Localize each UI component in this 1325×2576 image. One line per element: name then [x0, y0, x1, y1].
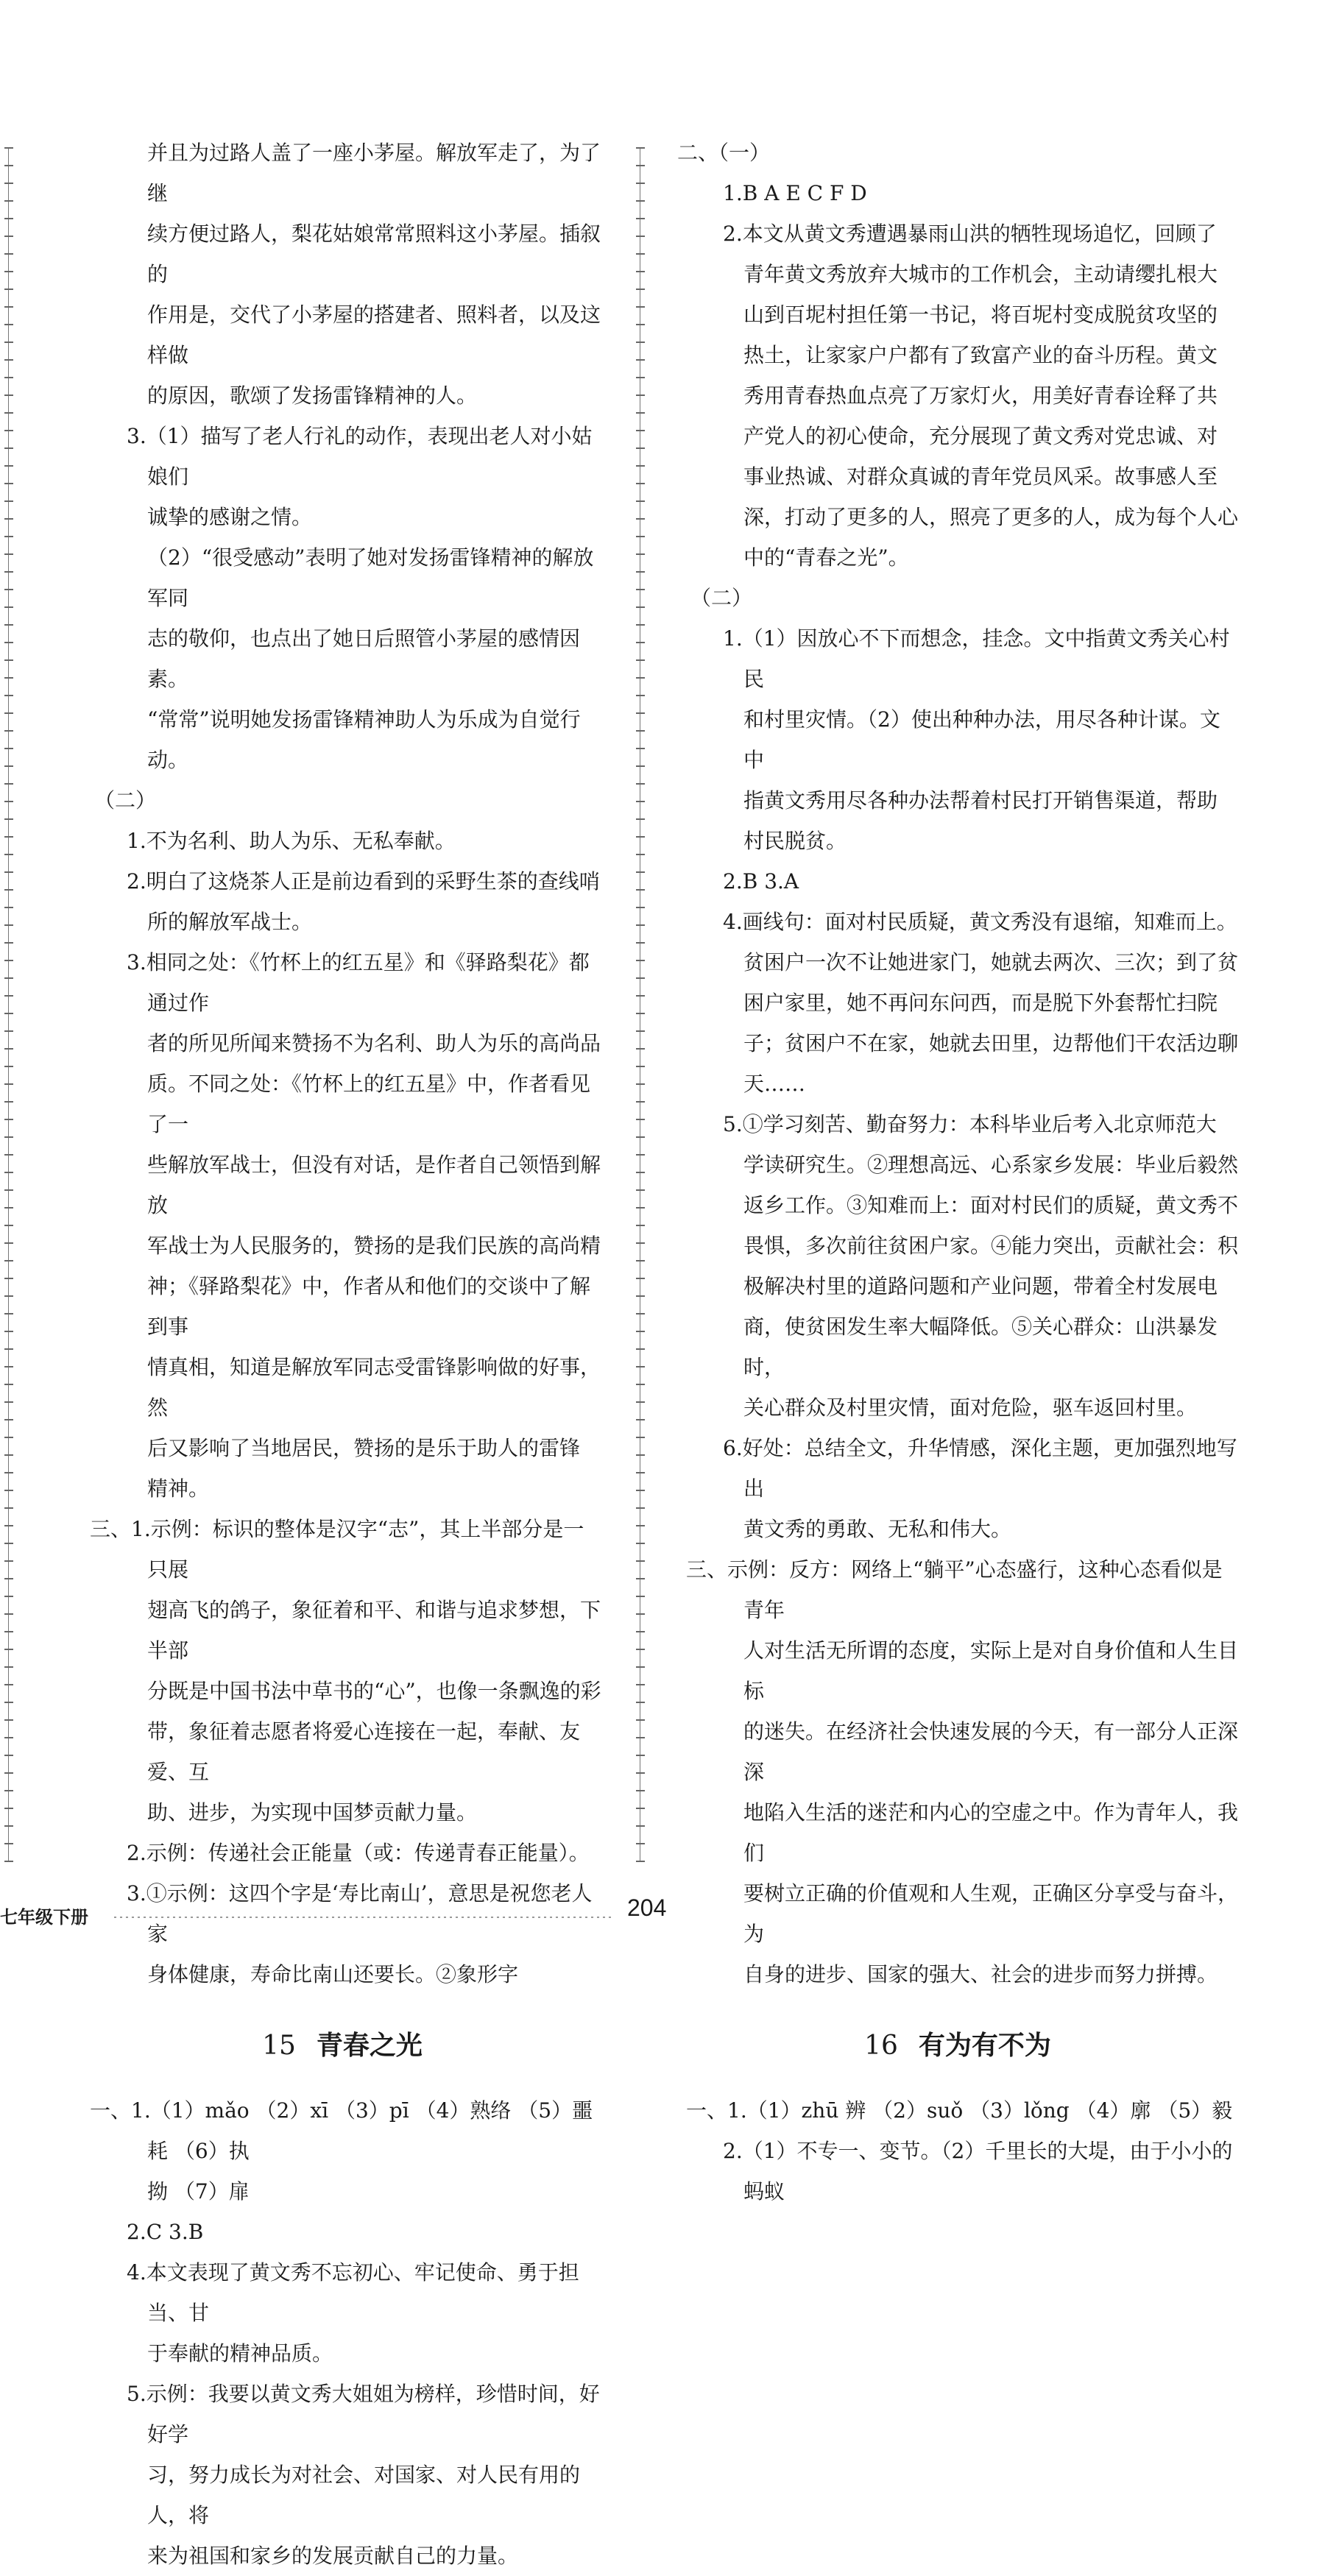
answer-line: 人对生活无所谓的态度，实际上是对自身价值和人生目标: [743, 1638, 1239, 1703]
answer-line: 三、1.示例：标识的整体是汉字“志”，其上半部分是一只展: [90, 1517, 584, 1582]
answer-line: 返乡工作。③知难而上：面对村民们的质疑，黄文秀不: [743, 1193, 1239, 1217]
column-divider-line: [636, 147, 645, 1862]
answer-line: 神；《驿路梨花》中，作者从和他们的交谈中了解到事: [147, 1274, 591, 1339]
answer-line: 2.C 3.B: [127, 2220, 204, 2244]
answer-line: 些解放军战士，但没有对话，是作者自己领悟到解放: [147, 1153, 601, 1217]
answer-line: 拗 （7）扉: [147, 2179, 250, 2204]
answer-line: 分既是中国书法中草书的“心”，也像一条飘逸的彩: [147, 1679, 601, 1703]
answer-line: 并且为过路人盖了一座小茅屋。解放军走了，为了继: [147, 141, 601, 205]
answer-line: “常常”说明她发扬雷锋精神助人为乐成为自觉行动。: [147, 707, 581, 772]
answer-line: 极解决村里的道路问题和产业问题，带着全村发展电: [743, 1274, 1218, 1298]
answer-line: 习，努力成长为对社会、对国家、对人民有用的人，将: [147, 2463, 581, 2527]
answer-line: 黄文秀的勇敢、无私和伟大。: [743, 1517, 1012, 1541]
answer-line: 子；贫困户不在家，她就去田里，边帮他们干农活边聊: [743, 1031, 1239, 1055]
answer-line: 2.本文从黄文秀遭遇暴雨山洪的牺牲现场追忆，回顾了: [723, 222, 1217, 246]
answer-line: 中的“青春之光”。: [743, 545, 909, 570]
answer-line: 4.本文表现了黄文秀不忘初心、牢记使命、勇于担当、甘: [127, 2260, 579, 2325]
answer-line: 的原因，歌颂了发扬雷锋精神的人。: [147, 383, 478, 408]
answer-line: 商，使贫困发生率大幅降低。⑤关心群众：山洪暴发时，: [743, 1314, 1218, 1379]
answer-line: 翅高飞的鸽子，象征着和平、和谐与追求梦想，下半部: [147, 1598, 601, 1663]
lesson-number: 16: [864, 2031, 898, 2061]
answer-line: 者的所见所闻来赞扬不为名利、助人为乐的高尚品: [147, 1031, 601, 1055]
answer-line: 二、（一）: [677, 141, 771, 165]
answer-line: 助、进步，为实现中国梦贡献力量。: [147, 1800, 478, 1825]
answer-line: 续方便过路人，梨花姑娘常常照料这小茅屋。插叙的: [147, 222, 601, 286]
answer-line: 青年黄文秀放弃大城市的工作机会，主动请缨扎根大: [743, 262, 1218, 286]
answer-line: 村民脱贫。: [743, 829, 847, 853]
answer-line: 天……: [743, 1072, 806, 1096]
lesson-number: 15: [262, 2031, 296, 2061]
answer-line: 精神。: [147, 1476, 210, 1501]
answer-line: 指黄文秀用尽各种办法帮着村民打开销售渠道，帮助: [743, 788, 1218, 813]
answer-line: 贫困户一次不让她进家门，她就去两次、三次；到了贫: [743, 950, 1239, 974]
footer-grade-label: 七年级下册: [0, 1907, 88, 1928]
answer-line: 身体健康，寿命比南山还要长。②象形字: [147, 1962, 519, 1986]
answer-line: 关心群众及村里灾情，面对危险，驱车返回村里。: [743, 1395, 1198, 1420]
answer-line: 产党人的初心使命，充分展现了黄文秀对党忠诚、对: [743, 424, 1218, 448]
lesson-title: [677, 2024, 1238, 2068]
answer-line: 2.明白了这烧茶人正是前边看到的采野生茶的查线哨: [127, 869, 600, 894]
answer-line: 2.B 3.A: [723, 869, 799, 894]
answer-line: 畏惧，多次前往贫困户家。④能力突出，贡献社会：积: [743, 1234, 1239, 1258]
answer-line: （2）“很受感动”表明了她对发扬雷锋精神的解放军同: [147, 545, 594, 610]
lesson-title-text: 青春之光: [316, 2031, 423, 2061]
answer-line: 军战士为人民服务的，赞扬的是我们民族的高尚精: [147, 1234, 601, 1258]
lesson-title-text: 有为有不为: [918, 2031, 1051, 2061]
answer-line: 于奉献的精神品质。: [147, 2341, 333, 2366]
answer-line: 3.（1）描写了老人行礼的动作，表现出老人对小姑娘们: [127, 424, 593, 489]
right-column: [677, 132, 1238, 2212]
answer-line: 6.好处：总结全文，升华情感，深化主题，更加强烈地写出: [723, 1436, 1237, 1501]
answer-line: 三、示例：反方：网络上“躺平”心态盛行，这种心态看似是青年: [686, 1557, 1223, 1622]
answer-line: 自身的进步、国家的强大、社会的进步而努力拼搏。: [743, 1962, 1218, 1986]
answer-line: 深，打动了更多的人，照亮了更多的人，成为每个人心: [743, 505, 1239, 529]
answer-line: （二）: [690, 586, 753, 610]
answer-line: 要树立正确的价值观和人生观，正确区分享受与奋斗，为: [743, 1881, 1239, 1946]
answer-line: 来为祖国和家乡的发展贡献自己的力量。: [147, 2544, 519, 2568]
answer-line: 所的解放军战士。: [147, 910, 313, 934]
left-column: [81, 132, 604, 2576]
answer-line: 热土，让家家户户都有了致富产业的奋斗历程。黄文: [743, 343, 1218, 367]
binding-margin-line: [4, 147, 13, 1862]
answer-line: 1.不为名利、助人为乐、无私奉献。: [127, 829, 456, 853]
answer-line: 5.①学习刻苦、勤奋努力：本科毕业后考入北京师范大: [723, 1112, 1217, 1136]
answer-line: 一、1.（1）mǎo （2）xī （3）pī （4）熟络 （5）噩耗 （6）执: [90, 2098, 593, 2163]
answer-line: 后又影响了当地居民，赞扬的是乐于助人的雷锋: [147, 1436, 581, 1460]
answer-line: （二）: [94, 788, 157, 813]
answer-line: 诚挚的感谢之情。: [147, 505, 313, 529]
answer-line: 和村里灾情。（2）使出种种办法，用尽各种计谋。文中: [743, 707, 1220, 772]
footer-dotted-rule: [114, 1917, 615, 1918]
answer-line: 2.（1）不专一、变节。（2）千里长的大堤，由于小小的蚂蚁: [723, 2139, 1233, 2204]
lesson-title: [81, 2024, 604, 2068]
answer-line: 学读研究生。②理想高远、心系家乡发展：毕业后毅然: [743, 1153, 1239, 1177]
answer-line: 的迷失。在经济社会快速发展的今天，有一部分人正深深: [743, 1719, 1239, 1784]
answer-line: 秀用青春热血点亮了万家灯火，用美好青春诠释了共: [743, 383, 1218, 408]
answer-line: 志的敬仰，也点出了她日后照管小茅屋的感情因素。: [147, 626, 581, 691]
answer-line: 3.①示例：这四个字是‘寿比南山’，意思是祝您老人家: [127, 1881, 593, 1946]
answer-line: 3.相同之处：《竹杯上的红五星》和《驿路梨花》都通过作: [127, 950, 590, 1015]
answer-line: 作用是，交代了小茅屋的搭建者、照料者，以及这样做: [147, 302, 601, 367]
answer-line: 地陷入生活的迷茫和内心的空虚之中。作为青年人，我们: [743, 1800, 1239, 1865]
answer-line: 1.B A E C F D: [723, 181, 867, 205]
answer-line: 2.示例：传递社会正能量（或：传递青春正能量）。: [127, 1841, 590, 1865]
answer-line: 质。不同之处：《竹杯上的红五星》中，作者看见了一: [147, 1072, 591, 1136]
answer-line: 事业热诚、对群众真诚的青年党员风采。故事感人至: [743, 464, 1218, 489]
page-number: 204: [627, 1894, 667, 1921]
answer-line: 1.（1）因放心不下而想念，挂念。文中指黄文秀关心村民: [723, 626, 1230, 691]
answer-line: 4.画线句：面对村民质疑，黄文秀没有退缩，知难而上。: [723, 910, 1237, 934]
answer-line: 情真相，知道是解放军同志受雷锋影响做的好事，然: [147, 1355, 601, 1420]
answer-line: 一、1.（1）zhū 辨 （2）suǒ （3）lǒng （4）廓 （5）毅: [686, 2098, 1233, 2123]
answer-line: 山到百坭村担任第一书记，将百坭村变成脱贫攻坚的: [743, 302, 1218, 327]
answer-line: 困户家里，她不再问东问西，而是脱下外套帮忙扫院: [743, 991, 1218, 1015]
answer-line: 5.示例：我要以黄文秀大姐姐为榜样，珍惜时间，好好学: [127, 2382, 600, 2446]
answer-line: 带，象征着志愿者将爱心连接在一起，奉献、友爱、互: [147, 1719, 581, 1784]
